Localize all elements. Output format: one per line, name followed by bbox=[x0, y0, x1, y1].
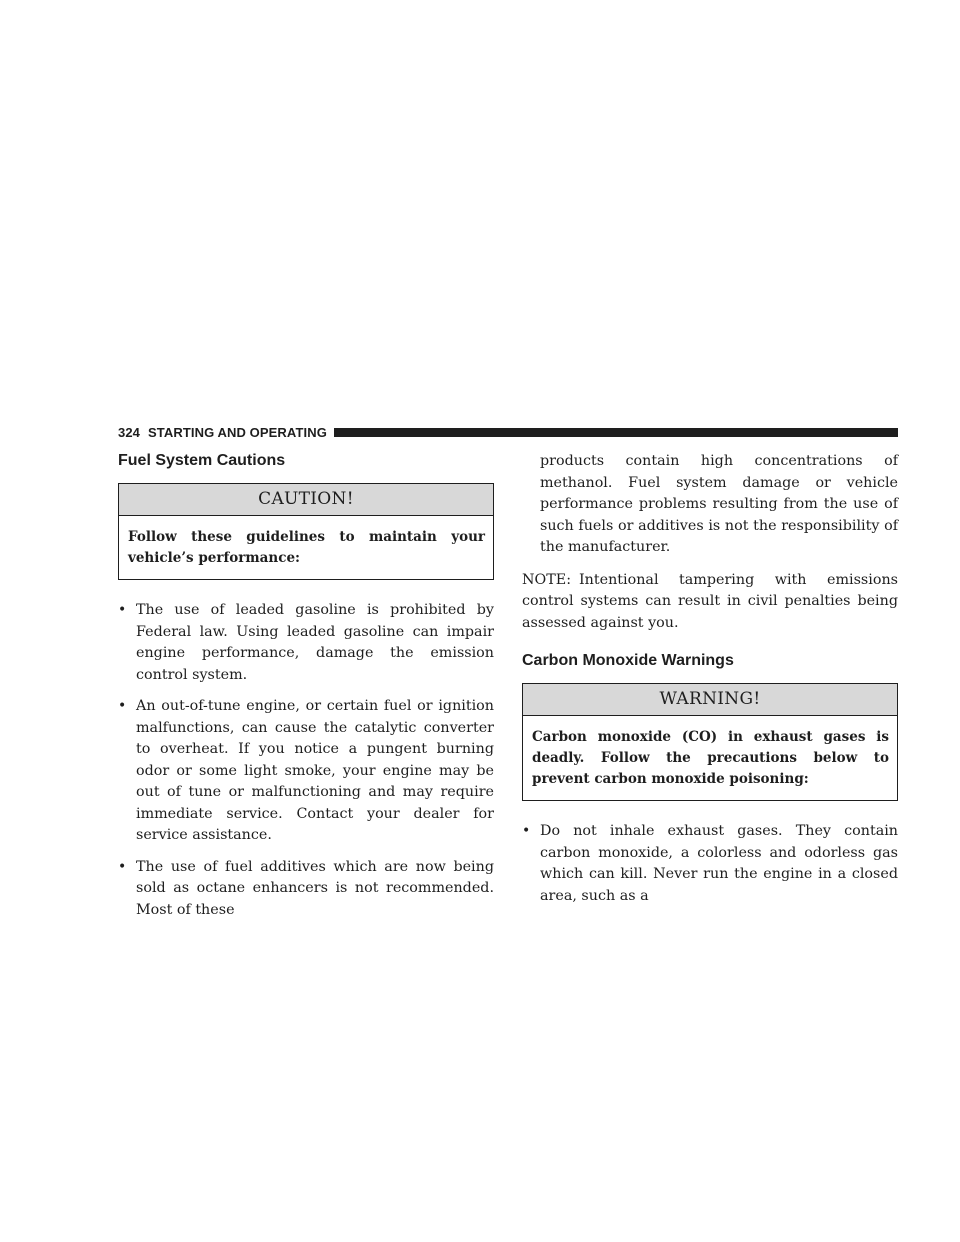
note-label: NOTE: bbox=[522, 571, 572, 588]
bullet-item bbox=[118, 696, 494, 847]
bullet-text: Do not inhale exhaust gases. They contain carbon monoxide, a colorless and odorless gas which can kill. Never run the engine in a closed area, such as a bbox=[540, 823, 898, 904]
bullet-item bbox=[522, 821, 898, 907]
right-column bbox=[522, 451, 898, 917]
bullet-item bbox=[118, 600, 494, 686]
bullet-text: An out-of-tune engine, or certain fuel or ignition malfunctions, can cause the catalytic converter to overheat. If you notice a pungent burning odor or some light smoke, your engine may be out of tune or malfunctioning and may require immediate service. Contact your dealer for service assistance. bbox=[136, 698, 494, 843]
section-title: STARTING AND OPERATING bbox=[148, 424, 327, 440]
bullet-icon: • bbox=[118, 602, 127, 618]
bullet-text: The use of leaded gasoline is prohibited by Federal law. Using leaded gasoline can impair engine performance, damage the emission control system. bbox=[136, 602, 494, 683]
page-header bbox=[118, 423, 898, 441]
caution-box bbox=[118, 483, 494, 580]
caution-heading: CAUTION! bbox=[119, 484, 493, 516]
warning-heading: WARNING! bbox=[523, 684, 897, 716]
warning-box bbox=[522, 683, 898, 801]
left-column bbox=[118, 451, 494, 931]
fuel-system-title: Fuel System Cautions bbox=[118, 452, 286, 469]
bullet-icon: • bbox=[118, 698, 127, 714]
note-text: Intentional tampering with emissions control systems can result in civil penalties being assessed against you. bbox=[522, 571, 898, 631]
bullet-item bbox=[118, 857, 494, 922]
page-number: 324 bbox=[118, 424, 140, 440]
bullet-text: The use of fuel additives which are now being sold as octane enhancers is not recommended. Most of these bbox=[136, 858, 494, 918]
continued-paragraph: products contain high concentrations of methanol. Fuel system damage or vehicle performance problems resulting from the use of such fuels or additives is not the responsibility of the manufacturer. bbox=[540, 453, 898, 555]
warning-body: Carbon monoxide (CO) in exhaust gases is deadly. Follow the precautions below to prevent carbon monoxide poisoning: bbox=[532, 729, 889, 787]
caution-body: Follow these guidelines to maintain your vehicle’s performance: bbox=[128, 529, 485, 566]
bullet-icon: • bbox=[522, 823, 531, 839]
header-rule bbox=[334, 428, 898, 437]
note-paragraph bbox=[522, 570, 898, 635]
bullet-icon: • bbox=[118, 858, 127, 875]
carbon-monoxide-title: Carbon Monoxide Warnings bbox=[522, 652, 734, 669]
